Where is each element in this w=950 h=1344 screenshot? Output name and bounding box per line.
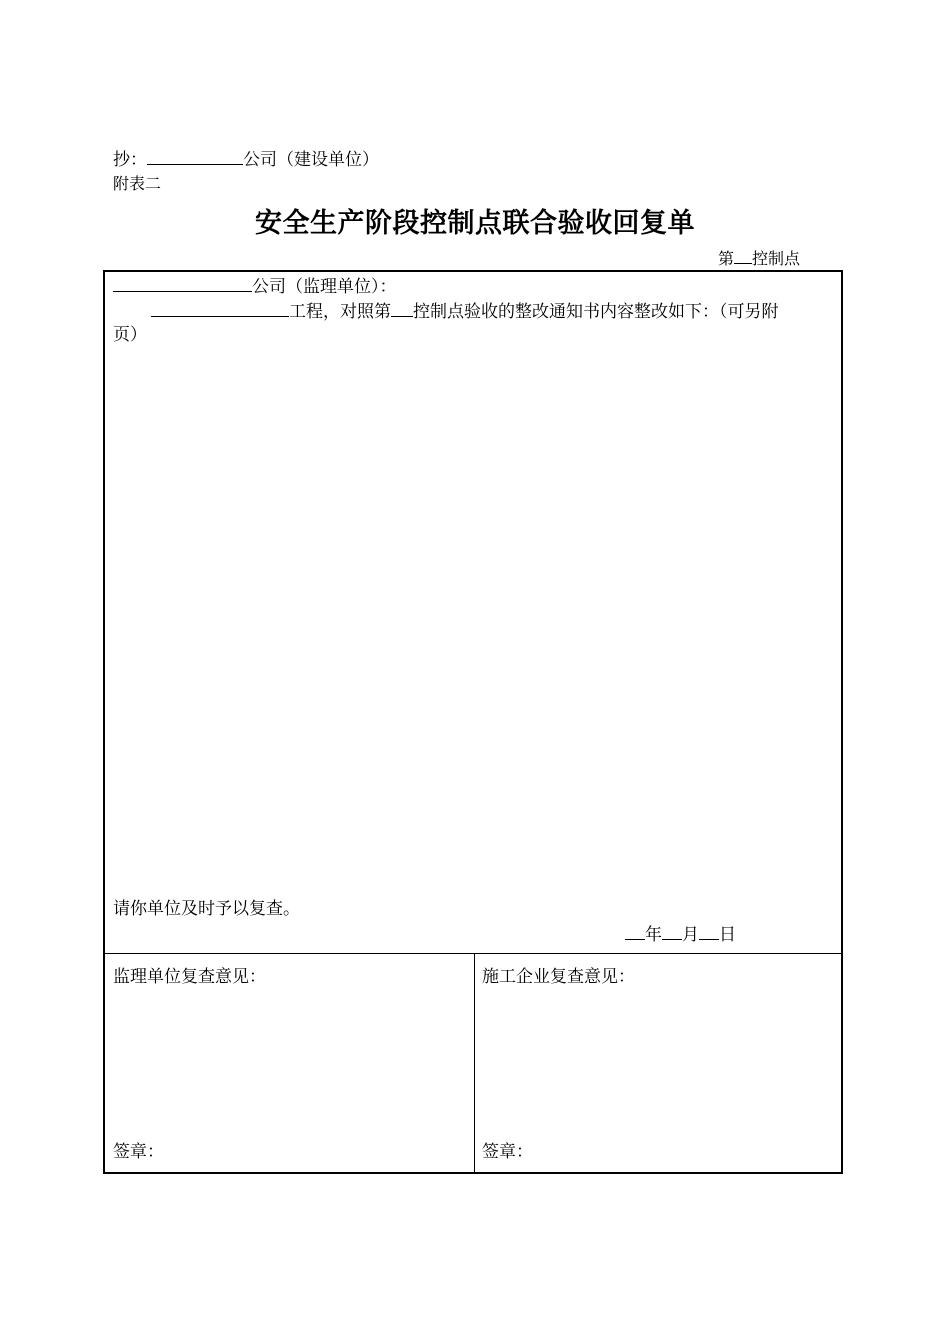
contractor-opinion-label: 施工企业复查意见： — [482, 967, 635, 987]
contractor-signature-label: 签章： — [482, 1142, 533, 1162]
body-mid: 工程，对照第 — [289, 302, 391, 322]
month-blank[interactable] — [662, 922, 682, 940]
body-tail: 控制点验收的整改通知书内容整改如下：（可另附 — [413, 302, 779, 322]
addressee-line — [113, 274, 397, 298]
control-point-number-blank[interactable] — [734, 247, 752, 264]
control-point-ref-blank[interactable] — [391, 299, 413, 317]
control-point-suffix: 控制点 — [752, 249, 801, 268]
cc-line — [113, 147, 379, 171]
appendix-label: 附表二 — [113, 174, 162, 193]
day-blank[interactable] — [699, 922, 719, 940]
month-label: 月 — [682, 925, 699, 945]
body-line — [151, 299, 779, 323]
body-wrap: 页） — [113, 325, 147, 345]
day-label: 日 — [719, 925, 736, 945]
cc-company-blank[interactable] — [147, 147, 243, 165]
supervisor-opinion-area[interactable] — [113, 994, 463, 1124]
supervisor-signature-label: 签章： — [113, 1142, 164, 1162]
rectification-content-area[interactable] — [113, 352, 833, 892]
addressee-suffix: 公司（监理单位）： — [252, 277, 397, 297]
row-divider — [105, 953, 841, 954]
date-line — [625, 922, 736, 946]
page-title: 安全生产阶段控制点联合验收回复单 — [255, 208, 695, 239]
supervisor-company-blank[interactable] — [113, 274, 252, 292]
column-divider — [474, 954, 475, 1172]
control-point-prefix: 第 — [718, 249, 735, 268]
control-point-line — [718, 247, 800, 269]
cc-suffix: 公司（建设单位） — [243, 150, 379, 170]
request-text: 请你单位及时予以复查。 — [113, 899, 300, 919]
year-label: 年 — [645, 925, 662, 945]
project-name-blank[interactable] — [151, 299, 289, 317]
contractor-opinion-area[interactable] — [482, 994, 832, 1124]
supervisor-opinion-label: 监理单位复查意见： — [113, 967, 266, 987]
year-blank[interactable] — [625, 922, 645, 940]
cc-prefix: 抄： — [113, 150, 147, 170]
